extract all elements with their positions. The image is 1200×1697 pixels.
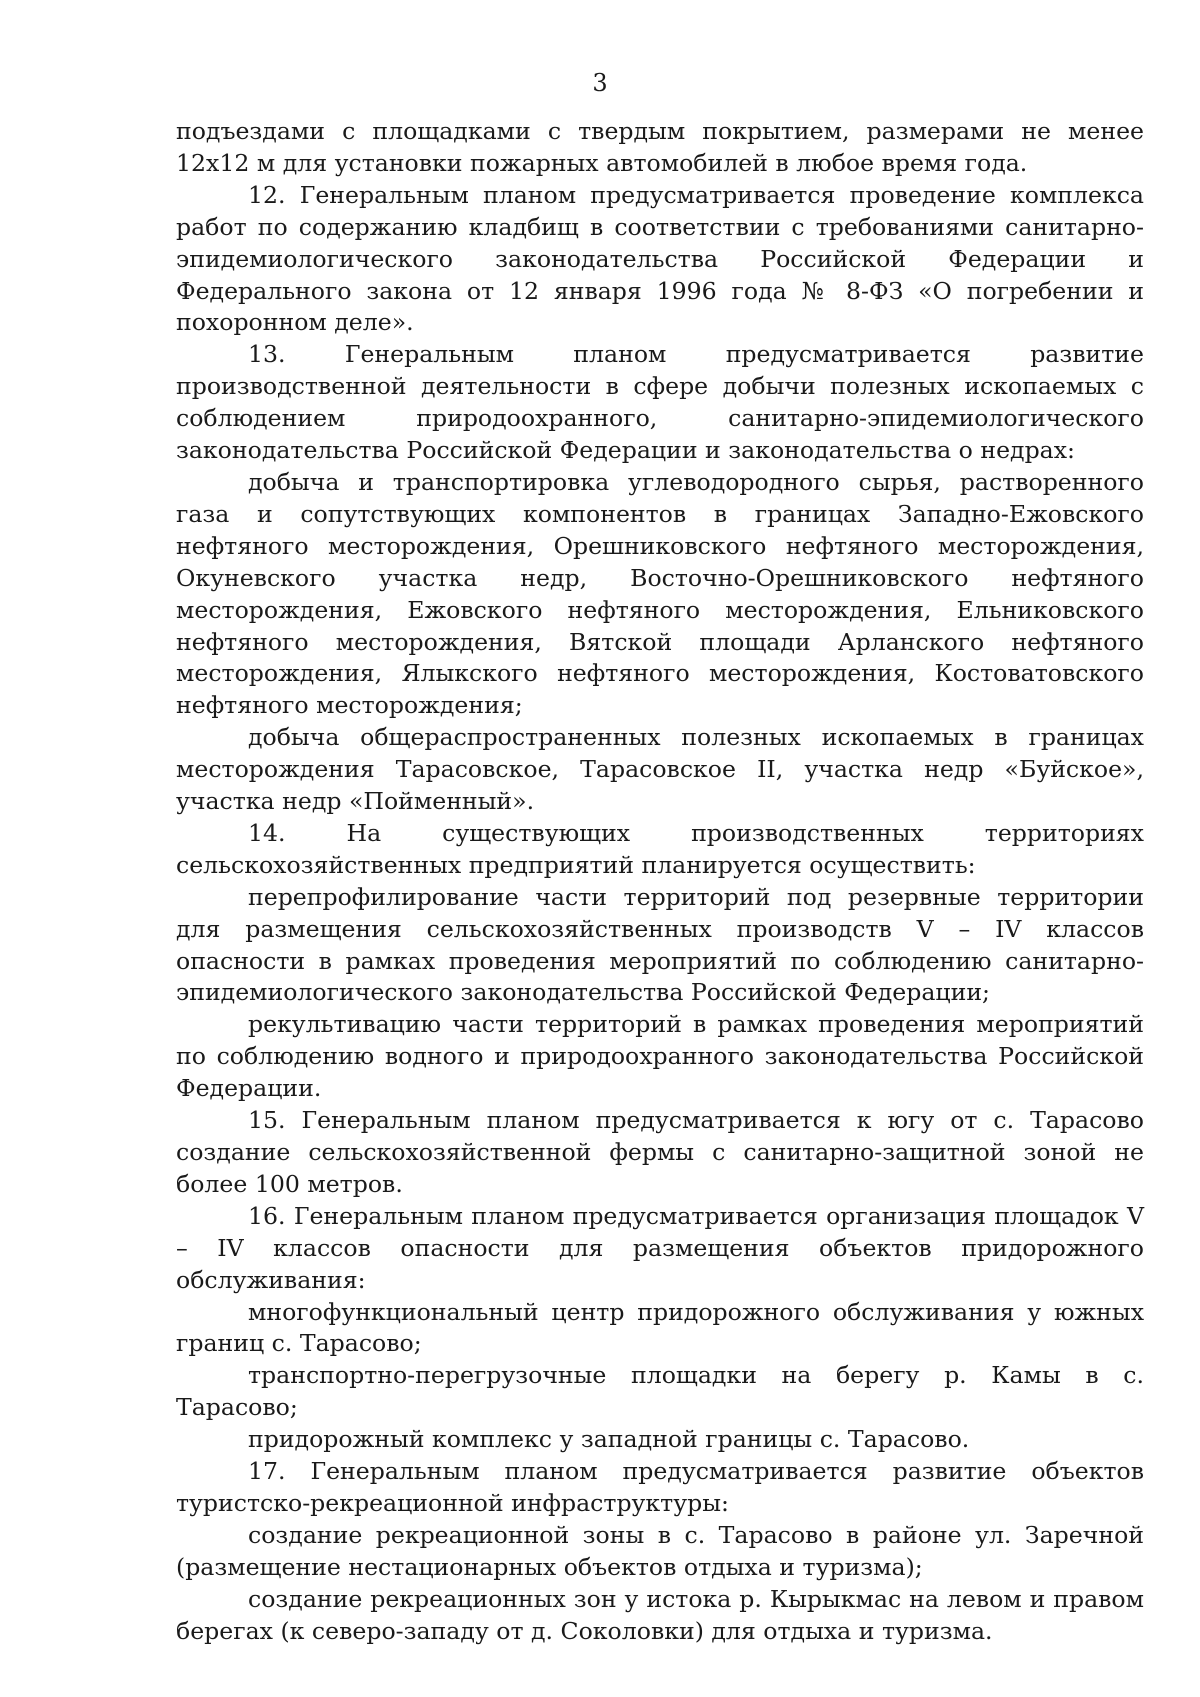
paragraph-continuation: подъездами с площадками с твердым покрытием, размерами не менее 12х12 м для установки пожарных автомобилей в любое время года. (176, 117, 1144, 177)
paragraph-item-13: 13. Генеральным планом предусматривается развитие производственной деятельности в сфере добычи полезных ископаемых с соблюдением природоохранного, санитарно-эпидемиологического законодательства Российской Федерации и законодательства о недрах: (176, 340, 1144, 465)
document-body (176, 116, 1144, 1648)
paragraph-reprofiling: перепрофилирование части территорий под резервные территории для размещения сельскохозяйственных производств V – IV классов опасности в рамках проведения мероприятий по соблюдению санитарно-эпидемиологического законодательства Российской Федерации; (176, 882, 1144, 1007)
paragraph-item-14: 14. На существующих производственных территориях сельскохозяйственных предприятий планируется осуществить: (176, 818, 1144, 879)
paragraph-recreation-zone-tarasovo: создание рекреационной зоны в с. Тарасово в районе ул. Заречной (размещение нестационарных объектов отдыха и туризма); (176, 1520, 1144, 1581)
paragraph-recultivation: рекультивацию части территорий в рамках проведения мероприятий по соблюдению водного и природоохранного законодательства Российской Федерации. (176, 1010, 1144, 1103)
paragraph-roadside-center: многофункциональный центр придорожного обслуживания у южных границ с. Тарасово; (176, 1297, 1144, 1358)
paragraph-hydrocarbon-extraction: добыча и транспортировка углеводородного сырья, растворенного газа и сопутствующих компонентов в границах Западно-Ежовского нефтяного месторождения, Орешниковского нефтяного месторождения, Окуневского участка недр, Восточно-Орешниковского нефтяного месторождения, Ежовского нефтяного месторождения, Ельниковского нефтяного месторождения, Вятской площади Арланского нефтяного месторождения, Ялыкского нефтяного месторождения, Костоватовского нефтяного месторождения; (176, 467, 1144, 720)
paragraph-mineral-extraction: добыча общераспространенных полезных ископаемых в границах месторождения Тарасовское, Тарасовское II, участка недр «Буйское», участка недр «Пойменный». (176, 723, 1144, 816)
paragraph-item-16: 16. Генеральным планом предусматривается организация площадок V – IV классов опасности для размещения объектов придорожного обслуживания: (176, 1201, 1144, 1294)
paragraph-item-17: 17. Генеральным планом предусматривается развитие объектов туристско-рекреационной инфраструктуры: (176, 1457, 1144, 1517)
paragraph-roadside-complex: придорожный комплекс у западной границы с. Тарасово. (248, 1425, 970, 1454)
paragraph-transshipment-sites: транспортно-перегрузочные площадки на берегу р. Камы в с. Тарасово; (176, 1361, 1144, 1422)
paragraph-recreation-zones-kyrykmas: создание рекреационных зон у истока р. Кырыкмас на левом и правом берегах (к северо-западу от д. Соколовки) для отдыха и туризма. (176, 1584, 1144, 1645)
page-number: 3 (592, 69, 608, 97)
paragraph-item-12: 12. Генеральным планом предусматривается проведение комплекса работ по содержанию кладбищ в соответствии с требованиями санитарно-эпидемиологического законодательства Российской Федерации и Федерального закона от 12 января 1996 года № 8-ФЗ «О погребении и похоронном деле». (176, 180, 1144, 337)
paragraph-item-15: 15. Генеральным планом предусматривается к югу от с. Тарасово создание сельскохозяйственной фермы с санитарно-защитной зоной не более 100 метров. (176, 1106, 1144, 1198)
